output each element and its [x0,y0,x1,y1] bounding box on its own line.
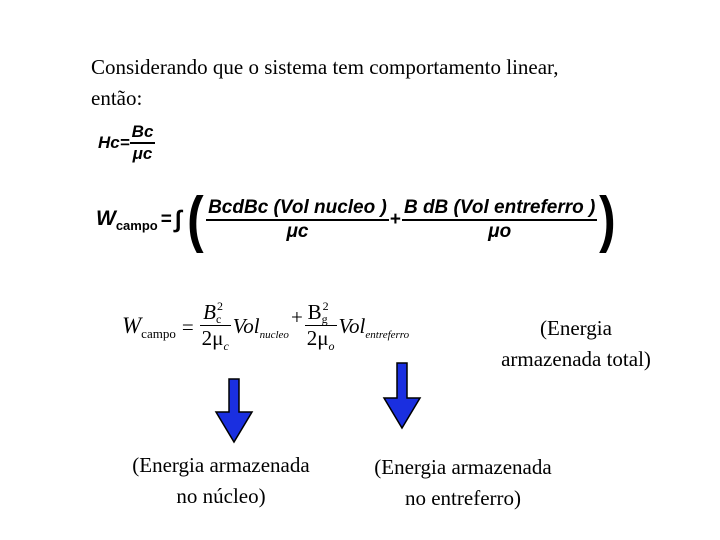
intro-line-1: Considerando que o sistema tem comportamento linear, [91,55,559,79]
eq3-num2-b: B [307,300,322,324]
integral-sign: ∫ [174,206,182,233]
caption-nucleo-line-1: (Energia armazenada [132,453,310,477]
arrow-down-entreferro-shape [384,363,420,428]
eq3-denominator-1 [200,326,231,354]
eq2-w [96,207,158,233]
caption-total-line-1: (Energia [540,316,612,340]
eq2-equals: = [160,209,172,230]
eq3-w-sub: campo [141,325,176,341]
eq1-fraction [130,122,156,164]
left-paren: ( [187,185,205,254]
intro-line-2: então: [91,86,143,110]
eq3-den2: 2μ [306,326,329,350]
eq3-den1-sub: c [223,339,229,354]
eq3-fraction-2 [305,300,337,354]
eq2-w-sub: campo [115,218,158,234]
eq3-vol2: Vol [338,313,366,338]
eq3-num1-sup: 2 [216,299,223,313]
eq3-denominator-2 [305,326,337,354]
right-paren: ) [599,185,616,254]
eq3-vol-2 [339,314,410,341]
eq1-numerator: Bc [131,122,154,141]
caption-total-line-2: armazenada total) [501,347,651,371]
arrow-down-nucleo-icon [214,378,254,444]
eq3-w [122,313,176,342]
caption-entreferro-line-2: no entreferro) [404,486,521,510]
eq3-vol-1 [233,314,289,341]
eq3-num1-b: B [203,300,216,324]
eq3-num2-sup: 2 [322,299,329,313]
eq2-w-letter: W [96,206,116,230]
eq3-num1-sub: c [215,312,222,326]
eq3-num2-sub: g [321,312,328,326]
eq3-equals: = [181,314,194,339]
eq1-lhs: Hc= [98,133,130,152]
eq3-fraction-1 [200,300,231,354]
eq3-numerator-2 [306,300,336,325]
eq1-denominator: μc [132,144,153,163]
arrow-down-nucleo-shape [216,379,252,442]
eq3-plus: + [290,304,303,329]
eq3-den2-sub: o [328,339,335,354]
eq3-numerator-1 [201,300,229,325]
eq2-denominator-1: μc [286,221,309,242]
caption-total-energy [488,313,664,375]
eq3-w-letter: W [122,312,142,338]
eq2-plus: + [389,209,401,230]
eq2-numerator-2: B dB (Vol entreferro ) [403,197,596,218]
caption-entreferro-energy [350,452,576,514]
eq3-den1: 2μ [201,326,224,350]
caption-entreferro-line-1: (Energia armazenada [374,455,552,479]
intro-text [91,52,558,114]
equation-hc [98,122,155,164]
equation-w-expanded [122,300,409,354]
eq3-vol2-sub: entreferro [365,328,410,341]
eq3-vol1: Vol [232,313,260,338]
eq2-fraction-2 [402,197,597,243]
caption-nucleo-energy [108,450,334,512]
eq3-vol1-sub: nucleo [259,328,289,341]
eq2-fraction-1 [206,197,389,243]
eq2-denominator-2: μo [488,221,512,242]
caption-nucleo-line-2: no núcleo) [176,484,266,508]
arrow-down-entreferro-icon [382,362,422,430]
eq2-numerator-1: BcdBc (Vol nucleo ) [208,197,387,218]
equation-w-integral [96,185,656,254]
